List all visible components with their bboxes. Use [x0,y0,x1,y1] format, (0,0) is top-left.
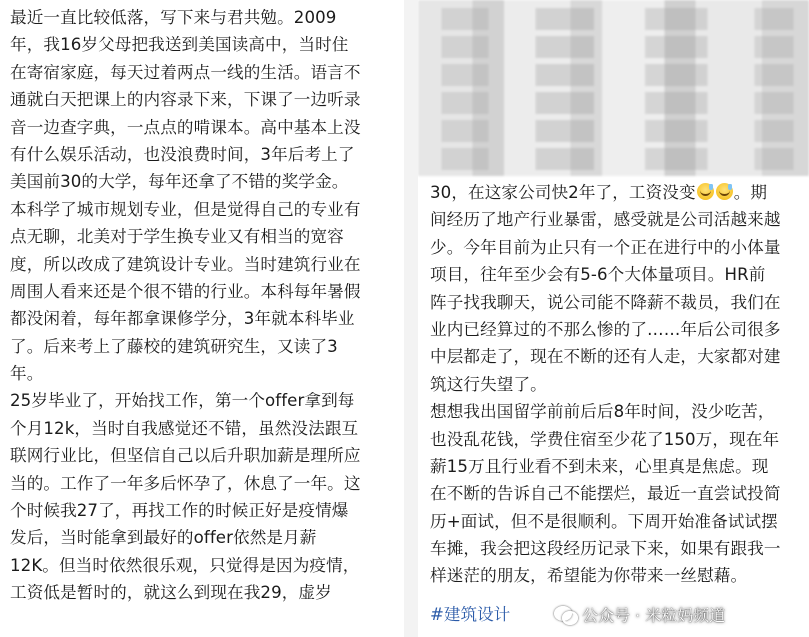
text-line: 个月12k，当时自我感觉还不错，虽然没法跟互 [10,418,359,438]
left-post-panel [0,0,404,637]
right-post-text [430,179,781,590]
text-line: 度，所以改成了建筑设计专业。当时建筑行业在 [10,254,361,274]
grinning-sweat-emoji-icon [716,183,733,200]
first-line-tail: 。期 [733,183,768,202]
text-line: 年。 [10,364,44,384]
grinning-sweat-emoji-icon [697,183,714,200]
blurred-region [418,0,809,176]
text-line: 当的。工作了一年多后怀孕了，休息了一年。这 [10,473,361,493]
text-line: 在寄宿家庭，每天过着两点一线的生活。语言不 [10,62,361,82]
text-line: 本科学了城市规划专业，但是觉得自己的专业有 [10,199,361,219]
text-line: 工资低是暂时的，就这么到现在我29，虚岁 [10,583,332,603]
text-line: 最近一直比较低落，写下来与君共勉。2009 [10,8,337,27]
text-line: 12K。但当时依然很乐观，只觉得是因为疫情， [10,555,360,575]
text-line: 联网行业比，但坚信自己以后升职加薪是理所应 [10,446,361,466]
text-line: 阵子找我聊天，说公司能不降薪不裁员，我们在 [430,292,781,312]
watermark-text: 公众号 · 米粒妈频道 [582,605,726,625]
text-line [430,179,781,206]
text-line: 周围人看来还是个很不错的行业。本科每年暑假 [10,281,361,301]
text-line: 也没乱花钱，学费住宿至少花了150万，现在年 [430,429,780,449]
text-line: 薪15万且行业看不到未来，心里真是焦虑。现 [430,456,769,476]
text-line: 音一边查字典，一点点的啃课本。高中基本上没 [10,117,361,137]
text-line: 车摊，我会把这段经历记录下来，如果有跟我一 [430,539,781,559]
right-post-panel [418,0,809,637]
text-line: 个时候我27了，再找工作的时候正好是疫情爆 [10,501,349,521]
text-line: 发后，当时能拿到最好的offer依然是月薪 [10,528,317,548]
text-line: 历+面试，但不是很顺利。下周开始准备试试摆 [430,511,778,531]
text-line: 少。今年目前为止只有一个正在进行中的小体量 [430,237,781,257]
first-line-text: 30，在这家公司快2年了，工资没变 [430,183,696,202]
text-line: 25岁毕业了，开始找工作，第一个offer拿到每 [10,391,355,411]
text-line: 美国前30的大学，每年还拿了不错的奖学金。 [10,172,349,192]
text-line: 年，我16岁父母把我送到美国读高中，当时住 [10,35,349,55]
text-line: 间经历了地产行业暴雷，感受就是公司活越来越 [430,210,781,230]
text-line: 在不断的告诉自己不能摆烂，最近一直尝试投简 [430,484,781,504]
wechat-icon [554,604,576,624]
text-line: 了。后来考上了藤校的建筑研究生，又读了3 [10,336,338,356]
text-line: 业内已经算过的不那么惨的了……年后公司很多 [430,319,781,339]
text-line: 想想我出国留学前前后后8年时间，没少吃苦， [430,402,775,422]
text-line: 通就白天把课上的内容录下来，下课了一边听录 [10,90,361,110]
text-line: 有什么娱乐活动，也没浪费时间，3年后考上了 [10,144,355,164]
text-line: 中层都走了，现在不断的还有人走，大家都对建 [430,347,781,367]
text-line: 都没闲着，每年都拿课修学分，3年就本科毕业 [10,309,355,329]
hashtag-link[interactable]: #建筑设计 [430,605,511,624]
text-line: 样迷茫的朋友，希望能为你带来一丝慰藉。 [430,566,748,586]
left-post-text [10,4,361,607]
panel-divider [404,0,418,637]
text-line: 点无聊，北美对于学生换专业又有相当的宽容 [10,227,344,247]
text-line: 项目，往年至少会有5-6个大体量项目。HR前 [430,265,766,285]
watermark [554,601,725,627]
text-line: 筑这行失望了。 [430,374,547,394]
